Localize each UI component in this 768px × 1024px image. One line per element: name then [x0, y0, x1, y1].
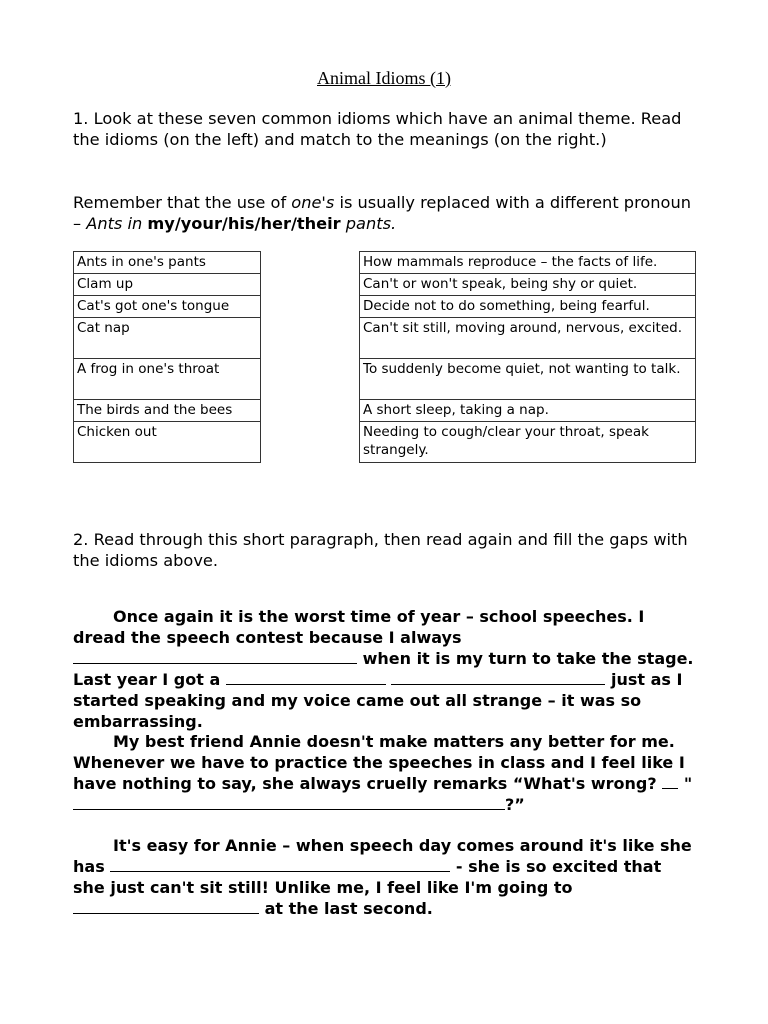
meaning-row — [360, 252, 696, 274]
idiom-row — [74, 359, 261, 400]
meaning-row — [360, 422, 696, 463]
meanings-table — [359, 251, 696, 463]
instruction-2: 2. Read through this short paragraph, then read again and fill the gaps with the idioms above. — [73, 530, 688, 570]
idiom-cell: Clam up — [74, 274, 261, 296]
blank-gap[interactable] — [226, 670, 386, 685]
story-text: just as I started speaking and my voice came out all strange – it was so embarrassing. — [73, 670, 683, 731]
reminder-text-1: Remember that the use of — [73, 193, 292, 212]
meaning-cell: Can't sit still, moving around, nervous, excited. — [360, 318, 696, 359]
idiom-cell: Ants in one's pants — [74, 252, 261, 274]
blank-gap[interactable] — [425, 670, 605, 685]
open-quote: " — [683, 774, 693, 793]
blank-gap[interactable] — [209, 795, 505, 810]
idiom-row — [74, 296, 261, 318]
meaning-cell: Needing to cough/clear your throat, speak strangely. — [360, 422, 696, 463]
meaning-cell: How mammals reproduce – the facts of life. — [360, 252, 696, 274]
idiom-cell: Cat nap — [74, 318, 261, 359]
close-quote: ?” — [505, 795, 525, 814]
reminder-text-2: is usually replaced with a different pronoun – — [73, 193, 691, 233]
meaning-row — [360, 400, 696, 422]
story-text: at the last second. — [264, 899, 433, 918]
reminder-ants-in: Ants in — [86, 214, 148, 233]
meaning-cell: A short sleep, taking a nap. — [360, 400, 696, 422]
story-paragraph-2 — [73, 731, 698, 815]
blank-gap[interactable] — [662, 774, 678, 789]
idiom-row — [74, 318, 261, 359]
blank-gap[interactable] — [73, 899, 259, 914]
story-text: Once again it is the worst time of year – school speeches. I dread the speech contest because I always — [73, 607, 645, 647]
idiom-row — [74, 422, 261, 463]
meaning-row — [360, 274, 696, 296]
blank-gap[interactable] — [73, 649, 357, 664]
pronoun-reminder — [73, 192, 703, 234]
meaning-cell: Can't or won't speak, being shy or quiet. — [360, 274, 696, 296]
reminder-pants: pants. — [340, 214, 397, 233]
blank-gap[interactable] — [110, 857, 450, 872]
story-text: It's easy for Annie – when speech day comes around it's like she has — [73, 836, 692, 876]
story-paragraph-3 — [73, 835, 698, 919]
blank-gap[interactable] — [391, 670, 425, 685]
worksheet-title: Animal Idioms (1) — [317, 68, 451, 88]
story-text: My best friend Annie doesn't make matters any better for me. Whenever we have to practice the speeches in class and I feel like I have nothing to say, she always cruelly remarks “What's wrong? — [73, 732, 685, 793]
idiom-cell: Chicken out — [74, 422, 261, 463]
story-text: - she is so excited that she just can't sit still! Unlike me, I feel like I'm going to — [73, 857, 662, 897]
idiom-row — [74, 400, 261, 422]
reminder-ones: one's — [291, 193, 335, 212]
meaning-row — [360, 359, 696, 400]
story-paragraph-1 — [73, 606, 698, 732]
meaning-row — [360, 318, 696, 359]
idioms-table — [73, 251, 261, 463]
idiom-cell: The birds and the bees — [74, 400, 261, 422]
idiom-cell: A frog in one's throat — [74, 359, 261, 400]
idiom-row — [74, 252, 261, 274]
reminder-pronouns: my/your/his/her/their — [147, 214, 341, 233]
blank-gap[interactable] — [73, 795, 209, 810]
idiom-row — [74, 274, 261, 296]
idiom-cell: Cat's got one's tongue — [74, 296, 261, 318]
instruction-1: 1. Look at these seven common idioms which have an animal theme. Read the idioms (on the left) and match to the meanings (on the right.) — [73, 109, 682, 149]
meaning-row — [360, 296, 696, 318]
story-text: when it is my turn to take the stage. Last year I got a — [73, 649, 694, 689]
meaning-cell: Decide not to do something, being fearful. — [360, 296, 696, 318]
meaning-cell: To suddenly become quiet, not wanting to talk. — [360, 359, 696, 400]
